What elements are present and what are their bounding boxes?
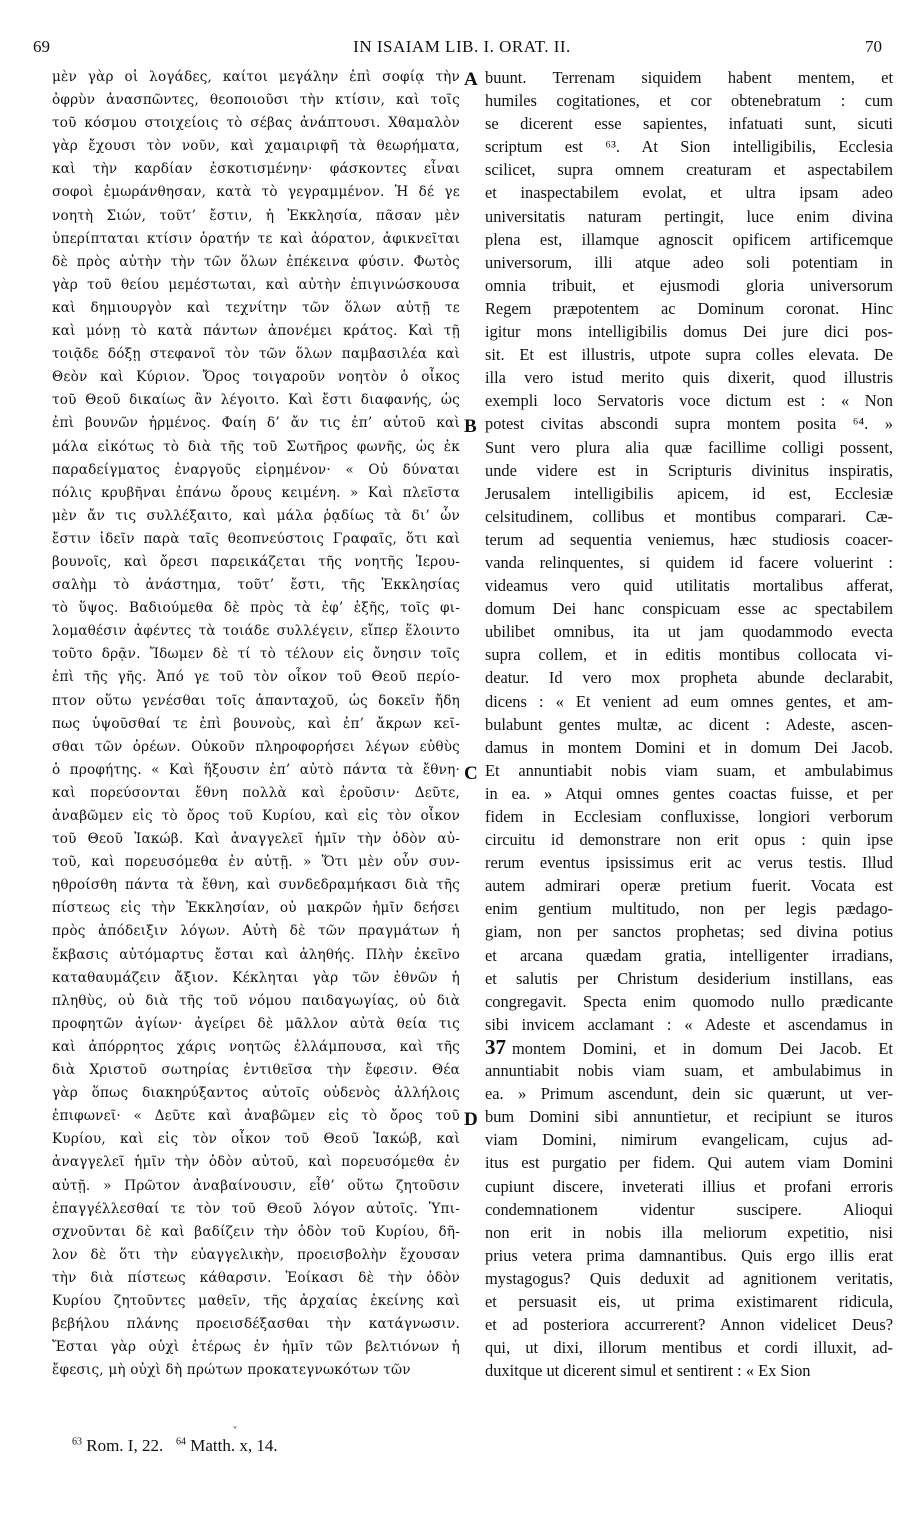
greek-line: τὸ ὕψος. Βαδιούμεθα δὲ πρὸς τὰ ἐφ’ ἑξῆς, τοῖς φι- [52, 600, 460, 617]
greek-line: μάλα εἰκότως τὸ διὰ τῆς τοῦ Σωτῆρος φωνῆς, ὡς ἐκ [52, 438, 460, 455]
latin-line: et salutis per Christum desiderium instillans, eas [485, 968, 893, 988]
latin-line: scriptum est ⁶³. At Sion intelligibilis, Ecclesia [485, 137, 893, 157]
latin-line: in ea. » Atqui omnes gentes coactas fuisse, et per [485, 783, 893, 803]
column-number: 37 [485, 1035, 506, 1059]
latin-line: celsitudinem, collibus et montibus comparari. Cæ- [485, 506, 893, 526]
greek-line: σθαι τῶν ὀρέων. Οὐκοῦν πληροφορήσει λέγων εὐθὺς [52, 738, 460, 755]
latin-line: autem admirari operæ pretium fuerit. Vocata est [485, 876, 893, 896]
latin-line: supra collem, et in editis montibus collocata vi- [485, 645, 893, 665]
latin-line: Jerusalem intelligibilis apicem, id est, Ecclesiæ [485, 483, 893, 503]
latin-line: bulabunt gentes multæ, ac dicent : Adeste, ascen- [485, 714, 893, 734]
greek-line: τοῦ κόσμου στοιχείοις τὸ σέβας ἀνάπτουσι. Χθαμαλὸν [52, 115, 460, 132]
latin-line: non erit in nobis illa meliorum expetitio, nisi [485, 1222, 893, 1242]
footnote-number-64: 64 [175, 1436, 186, 1448]
greek-line: ἔστιν ἰδεῖν παρὰ ταῖς θεοπνεύστοις Γραφαῖς, ὅτι καὶ [52, 530, 460, 547]
latin-line: damus in montem Domini et in domum Dei Jacob. [485, 737, 893, 757]
latin-line: omnia tribuit, et ejusmodi gloria universorum [485, 275, 893, 295]
greek-line: ἀναγγελεῖ ἡμῖν τὴν ὁδὸν αὐτοῦ, καὶ πορευσόμεθα ἐν [52, 1154, 460, 1171]
greek-line: προφητῶν ἁγίων· ἀγείρει δὲ μᾶλλον αὐτὰ θεία τις [52, 1015, 460, 1032]
footnote-ref-63: Rom. I, 22. [86, 1436, 164, 1455]
greek-line: γὰρ ὅπως διακηρύξαντος αὐτοῖς οὐδενὸς ἀλλήλοις [52, 1085, 460, 1102]
latin-line: scilicet, supra omnem creaturam et aspectabilem [485, 160, 893, 180]
greek-line: νοητὴ Σιών, τοῦτ’ ἔστιν, ἡ Ἐκκλησία, πᾶσαν μὲν [52, 207, 460, 224]
greek-line: ἐπιφωνεῖ· « Δεῦτε καὶ ἀναβῶμεν εἰς τὸ ὄρος τοῦ [52, 1108, 460, 1125]
greek-line: παραδείγματος ἐναργοῦς εἰρημένον· « Οὐ δύναται [52, 461, 460, 478]
greek-line: αὐτῇ. » Πρῶτον ἀναβαίνουσιν, εἶθ’ οὕτω ζητοῦσιν [52, 1177, 460, 1194]
greek-line: ηθροίσθη πάντα τὰ ἔθνη, καὶ συνδεδραμήκασι διὰ τῆς [52, 877, 460, 894]
greek-line: πως ὑψοῦσθαί τε ἐπὶ βουνοὺς, καὶ ἐπ’ ἄκρων κεῖ- [52, 715, 460, 732]
latin-line-text: montem Domini, et in domum Dei Jacob. Et [512, 1038, 893, 1058]
latin-line: bum Domini sibi annuntietur, et recipiunt se ituros [485, 1107, 893, 1127]
caret-mark-icon: ˇ [232, 1425, 238, 1439]
greek-line: ἔκβασις αὐτόμαρτυς ἔσται καὶ ἀληθής. Πλὴν ἐκεῖνο [52, 946, 460, 963]
latin-line: ubilibet omnibus, ita ut jam quodammodo evecta [485, 622, 893, 642]
greek-line: δὲ πρὸς αὐτὴν τὴν τῶν ὅλων ἐπέκεινα φύσιν. Φωτὸς [52, 253, 460, 270]
margin-letter-c: C [464, 763, 478, 784]
greek-line: καὶ πορεύσονται ἔθνη πολλὰ καὶ ἐροῦσιν· Δεῦτε, [52, 784, 460, 801]
latin-line: circuitu id demonstrare non erit opus : quin ipse [485, 830, 893, 850]
greek-line: σοφοὶ ἐμωράνθησαν, κατὰ τὸ γεγραμμένον. Ἡ δέ γε [52, 184, 460, 201]
greek-line: Κυρίου ζητοῦντες μαθεῖν, τῆς ἀρχαίας ἐκείνης καὶ [52, 1292, 460, 1309]
greek-line: πτον οὕτω γενέσθαι τοῖς ἁπανταχοῦ, ὡς δοκεῖν ἤδη [52, 692, 460, 709]
latin-line: terum ad sequentia veniemus, hæc studiosis coacer- [485, 529, 893, 549]
greek-line: διὰ Χριστοῦ σωτηρίας ἐντιθεῖσα τὴν ἔφεσιν. Θέα [52, 1062, 460, 1079]
greek-line: πόλις κρυβῆναι ἐπάνω ὄρους κειμένη. » Καὶ πλεῖστα [52, 484, 460, 501]
latin-line: et ad posteriora accurrerent? Annon videlicet Deus? [485, 1315, 893, 1335]
greek-line: τοιᾷδε δόξῃ στεφανοῖ τὸν τῶν ὅλων παμβασιλέα καὶ [52, 346, 460, 363]
greek-line: ὁ προφήτης. « Καὶ ἥξουσιν ἐπ’ αὐτὸ πάντα τὰ ἔθνη· [52, 761, 460, 778]
greek-line: ἀναβῶμεν εἰς τὸ ὄρος τοῦ Κυρίου, καὶ εἰς τὸν οἶκον [52, 808, 460, 824]
page-number-right: 70 [865, 37, 882, 56]
greek-line: καὶ δημιουργὸν καὶ τεχνίτην τῶν ὅλων αὐτῇ τε [52, 299, 460, 316]
latin-line: igitur mons intelligibilis domus Dei jure dici pos- [485, 322, 893, 342]
latin-line: viam Domini, nimirum evangelicam, cujus ad- [485, 1130, 893, 1150]
greek-line: γὰρ ἔχουσι τὸν νοῦν, καὶ χαμαιριφῆ τὰ θεωρήματα, [52, 138, 460, 155]
page-number-left: 69 [33, 37, 50, 56]
latin-line: sibi invicem acclamant : « Adeste et ascendamus in [485, 1014, 893, 1034]
latin-line: videamus vero quid utilitatis mortalibus afferat, [485, 576, 893, 596]
latin-line: fidem in Ecclesiam confluxisse, longiori verborum [485, 807, 893, 826]
greek-line: ὑπερίπταται κτίσιν ὁρατήν τε καὶ ἀόρατον, ἀφικνεῖται [52, 230, 460, 247]
latin-line: Regem præpotentem ac Dominum coronat. Hinc [485, 298, 893, 318]
greek-line: μὲν γὰρ οἱ λογάδες, καίτοι μεγάλην ἐπὶ σοφίᾳ τὴν [52, 69, 460, 85]
greek-line: γὰρ τοῦ θείου μεμέστωται, καὶ αὐτὴν ἐπιγινώσκουσα [52, 276, 460, 293]
footnote-ref-64: Matth. x, 14. [190, 1436, 278, 1455]
greek-line: καταθαυμάζειν ἄξιον. Κέκληται γὰρ τῶν ἐθνῶν ἡ [52, 969, 460, 986]
greek-line: Ἔσται γὰρ οὐχὶ ἑτέρως ἐν ἡμῖν τῶν βελτιόνων ἡ [52, 1339, 460, 1356]
latin-line: enim gentium multitudo, non per legis pædago- [485, 899, 893, 919]
margin-letter-a: A [464, 69, 478, 90]
latin-line: potest civitas abscondi supra montem posita ⁶⁴. » [485, 414, 893, 434]
greek-line: τοῦ Θεοῦ Ἰακώβ. Καὶ ἀναγγελεῖ ἡμῖν τὴν ὁδὸν αὐ- [52, 831, 460, 848]
latin-line: plena est, illamque agnoscit opificem artificemque [485, 229, 893, 249]
latin-line: et persuasit eis, ut prima existimarent ridicula, [485, 1291, 893, 1311]
greek-line: τοῦ Θεοῦ δικαίως ἂν λέγοιτο. Καὶ ἔστι διαφανής, ὡς [52, 392, 460, 409]
greek-line: τοῦτο δρᾷν. Ἴδωμεν δὲ τί τὸ τέλουν εἰς ὄνησιν τοῖς [52, 646, 460, 663]
latin-line: itus est purgatio per fidem. Qui autem viam Domini [485, 1153, 893, 1173]
latin-line [485, 1036, 893, 1059]
latin-line: buunt. Terrenam siquidem habent mentem, et [485, 68, 893, 87]
greek-line: ἐπαγγέλλεσθαί τε τὸν τοῦ Θεοῦ λόγον αὐτοῖς. Ὑπι- [52, 1200, 460, 1217]
latin-line: deatur. Id vero mox propheta abunde declarabit, [485, 668, 893, 688]
latin-line: sit. Et est illustris, utpote supra colles elevata. De [485, 345, 893, 365]
greek-line: βεβήλου πλάνης προεισδέξασθαι τὴν κατάγνωσιν. [52, 1316, 460, 1333]
greek-line: πίστεως εἰς τὴν Ἐκκλησίαν, οὐ μακρῶν ἡμῖν δεήσει [52, 900, 460, 917]
greek-line: πληθὺς, οὐ διὰ τῆς τοῦ νόμου παιδαγωγίας, οὐ διὰ [52, 992, 460, 1009]
greek-line: ὀφρὺν ἀνασπῶντες, θεοποιοῦσι τὴν κτίσιν, καὶ τοῖς [52, 92, 460, 109]
latin-line: qui, ut dixi, illorum mentibus et cordi illuxit, ad- [485, 1338, 893, 1358]
greek-line: τοῦ, καὶ πορευσόμεθα ἐν αὐτῇ. » Ὅτι μὲν οὖν συν- [52, 854, 460, 871]
greek-line: ἐπὶ τῆς γῆς. Ἀπό γε τοῦ τὸν οἶκον τοῦ Θεοῦ περίο- [52, 669, 460, 686]
greek-line: μὲν ἄν τις συλλέξαιτο, καὶ μάλα ῥᾳδίως τὰ δι’ ὧν [52, 507, 460, 524]
greek-line: βουνοῖς, καὶ ὄρεσι παρεικάζεται τῆς νοητῆς Ἱερου- [52, 553, 460, 570]
latin-line: vanda relinquentes, si quidem id facere voluerint : [485, 552, 893, 572]
greek-line: καὶ ἀπόρρητος χάρις νοητῶς ἐλλάμπουσα, καὶ τῆς [52, 1038, 460, 1055]
greek-line: ἔφεσις, μὴ οὐχὶ δὴ πρώτων προκατεγνωκότων τῶν [52, 1362, 411, 1379]
latin-line: illa vero istud merito quis dixerit, quod illustris [485, 368, 893, 388]
latin-line: Sunt vero plura alia quæ facillime colligi possent, [485, 437, 893, 457]
greek-line: ἐπὶ βουνῶν ἠρμένος. Φαίη δ’ ἄν τις ἐπ’ αὐτοῦ καὶ [52, 415, 460, 432]
greek-line: τὴν διὰ πίστεως κάθαρσιν. Ἐοίκασι δὲ τὴν ὁδὸν [52, 1269, 460, 1286]
latin-line: universitatis naturam pertingit, luce enim divina [485, 206, 893, 226]
running-header [0, 33, 924, 59]
latin-line: et arcana quædam gratia, intelligenter irradians, [485, 945, 893, 965]
greek-line: καὶ μόνῃ τὸ κατὰ πάντων ἀπονέμει κράτος. Καὶ τῇ [52, 323, 460, 340]
latin-line: rerum eventus ipsissimus erit ac verus testis. Illud [485, 853, 893, 873]
greek-text-column [52, 66, 460, 1382]
greek-line: πρὸς ἀπόδειξιν λόγων. Αὐτὴ δὲ τῶν πραγμάτων ἡ [52, 923, 460, 940]
latin-line: cupiunt discere, inveterati illius et profani erroris [485, 1176, 893, 1196]
latin-line: et inaspectabilem evolat, et ultra ipsam adeo [485, 183, 893, 203]
greek-line: καὶ τὴν καρδίαν ἐσκοτισμένην· φάσκοντες εἶναι [52, 161, 460, 178]
greek-line: σχνοῦνται δὲ καὶ βαδίζειν τὴν ὁδὸν τοῦ Κυρίου, δῆ- [52, 1223, 460, 1240]
latin-text-column [485, 66, 893, 1382]
latin-line: unde videre est in Scripturis divinitus inspiratis, [485, 460, 893, 480]
latin-line: prius vetera prima damnantibus. Quis ergo illis erat [485, 1245, 893, 1265]
greek-line: λον δὲ ὅτι τὴν εὐαγγελικὴν, προεισβολὴν ἔχουσαν [52, 1246, 460, 1263]
latin-line: humiles cogitationes, et cor obtenebratum : cum [485, 91, 893, 111]
greek-line: λομαθέσιν ἀφέντες τὰ τοιάδε συλλέγειν, εἴπερ ἕλοιντο [52, 623, 460, 640]
running-title: IN ISAIAM LIB. I. ORAT. II. [353, 37, 571, 56]
footnotes [72, 1436, 278, 1456]
latin-line: domum Dei hanc conspicuam esse ac spectabilem [485, 599, 893, 619]
greek-line: σαλὴμ τὸ ἀνάστημα, τοῦτ’ ἔστι, τῆς Ἐκκλησίας [52, 577, 460, 594]
latin-line: condemnationem videntur suscipere. Alioqui [485, 1199, 893, 1219]
latin-line: mystagogus? Quis deduxit ad agnitionem veritatis, [485, 1268, 893, 1288]
greek-line: Θεὸν καὶ Κύριον. Ὄρος τοιγαροῦν νοητὸν ὁ οἶκος [52, 369, 460, 386]
latin-line: annuntiabit nobis viam suam, et ambulabimus in [485, 1061, 893, 1081]
latin-line: ea. » Primum ascendunt, dein sic quærunt, ut ver- [485, 1084, 893, 1104]
latin-line: duxitque ut dicerent simul et sentirent : « Ex Sion [485, 1361, 811, 1381]
latin-line: dicens : « Et venient ad eum omnes gentes, et am- [485, 691, 893, 711]
margin-letter-b: B [464, 416, 477, 437]
footnote-number-63: 63 [72, 1436, 82, 1448]
latin-line: se dicerent esse sapientes, infatuati sunt, sicuti [485, 114, 893, 134]
latin-line: universorum, illi atque adeo soli potentiam in [485, 252, 893, 272]
margin-letter-d: D [464, 1109, 478, 1130]
latin-line: congregavit. Specta enim quomodo nullo prædicante [485, 991, 893, 1011]
latin-line: giam, non per sanctos prophetas; sed divina potius [485, 922, 893, 942]
latin-line: exempli loco Servatoris voce dictum est : « Non [485, 391, 893, 411]
greek-line: Κυρίου, καὶ εἰς τὸν οἶκον τοῦ Θεοῦ Ἰακώβ, καὶ [52, 1131, 460, 1148]
latin-line: Et annuntiabit nobis viam suam, et ambulabimus [485, 760, 893, 780]
